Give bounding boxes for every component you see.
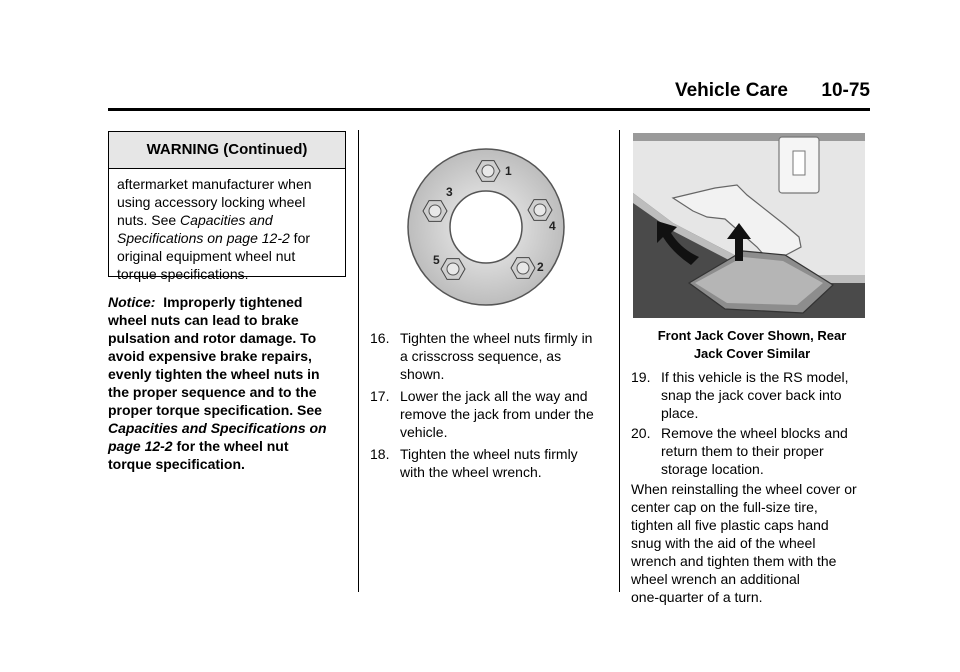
- warning-text: nuts. See: [117, 212, 181, 228]
- step-text: [661, 424, 848, 478]
- paragraph-line: wrench and tighten them with the: [631, 553, 837, 569]
- notice-line: proper torque specification. See: [108, 402, 322, 418]
- step-text: [400, 387, 594, 441]
- notice-reference: page 12-2: [108, 438, 173, 454]
- warning-line: [117, 229, 337, 247]
- notice-text: for the wheel nut: [172, 438, 289, 454]
- warning-line: using accessory locking wheel: [117, 194, 306, 210]
- step-line: vehicle.: [400, 424, 448, 440]
- step-text: [400, 445, 578, 481]
- step-line: Remove the wheel blocks and: [661, 425, 848, 441]
- column-divider-right: [619, 130, 620, 592]
- warning-text: for: [289, 230, 311, 246]
- step-text: [400, 329, 592, 383]
- step-number: 16.: [370, 330, 390, 346]
- notice-line: avoid expensive brake repairs,: [108, 348, 312, 364]
- figure-caption: [633, 327, 871, 363]
- warning-title: WARNING (Continued): [109, 132, 345, 169]
- notice-line: torque specification.: [108, 456, 245, 472]
- section-title: Vehicle Care: [674, 80, 788, 101]
- warning-line: aftermarket manufacturer when: [117, 176, 312, 192]
- step-line: shown.: [400, 366, 445, 382]
- step-number: 19.: [631, 369, 651, 385]
- notice-line: pulsation and rotor damage. To: [108, 330, 317, 346]
- nut-label-2: 2: [537, 260, 544, 274]
- notice-text: Improperly tightened: [163, 294, 303, 310]
- step-line: remove the jack from under the: [400, 406, 594, 422]
- warning-line: torque specifications.: [117, 266, 249, 282]
- notice-line: evenly tighten the wheel nuts in: [108, 366, 320, 382]
- step-line: If this vehicle is the RS model,: [661, 369, 849, 385]
- warning-body: [109, 169, 345, 283]
- step-line: return them to their proper: [661, 443, 824, 459]
- step-line: Tighten the wheel nuts firmly in: [400, 330, 593, 346]
- step-line: snap the jack cover back into: [661, 387, 842, 403]
- mounting-clip-slot: [793, 151, 805, 175]
- paragraph-line: wheel wrench an additional: [631, 571, 800, 587]
- paragraph-line: tighten all five plastic caps hand: [631, 517, 829, 533]
- warning-box: [108, 131, 346, 282]
- step-number: 20.: [631, 425, 651, 441]
- paragraph-line: center cap on the full-size tire,: [631, 499, 818, 515]
- warning-line: [117, 211, 337, 229]
- nut-label-5: 5: [433, 253, 440, 267]
- nut-label-4: 4: [549, 219, 556, 233]
- step-line: place.: [661, 405, 699, 421]
- caption-line: Front Jack Cover Shown, Rear: [657, 328, 847, 343]
- column-divider-left: [358, 130, 359, 592]
- notice-line: wheel nuts can lead to brake: [108, 312, 299, 328]
- step-line: a crisscross sequence, as: [400, 348, 562, 364]
- wheel-center-hole: [450, 191, 522, 263]
- step-line: Lower the jack all the way and: [400, 388, 588, 404]
- caption-line: Jack Cover Similar: [693, 346, 811, 361]
- paragraph-line: one-quarter of a turn.: [631, 589, 763, 605]
- vehicle-panel: [633, 133, 865, 141]
- notice-line: the proper sequence and to the: [108, 384, 317, 400]
- page-header: [108, 80, 870, 111]
- page-number: 10-75: [821, 80, 870, 101]
- step-number: 17.: [370, 388, 390, 404]
- step-text: [661, 368, 849, 422]
- notice-reference: Capacities and Specifications on: [108, 420, 327, 436]
- step-line: storage location.: [661, 461, 764, 477]
- jack-cover-illustration: [633, 133, 865, 318]
- step-number: 18.: [370, 446, 390, 462]
- step-line: Tighten the wheel nuts firmly: [400, 446, 578, 462]
- warning-reference: Capacities and: [180, 212, 273, 228]
- warning-line: original equipment wheel nut: [117, 248, 296, 264]
- wheel-nut-diagram: [405, 146, 567, 308]
- notice-label: Notice:: [108, 294, 156, 310]
- nut-label-1: 1: [505, 164, 512, 178]
- nut-label-3: 3: [446, 185, 453, 199]
- notice-paragraph: [108, 293, 348, 473]
- warning-reference: Specifications on page 12-2: [117, 230, 290, 246]
- closing-paragraph: [631, 480, 871, 606]
- paragraph-line: When reinstalling the wheel cover or: [631, 481, 857, 497]
- paragraph-line: snug with the aid of the wheel: [631, 535, 816, 551]
- step-line: with the wheel wrench.: [400, 464, 542, 480]
